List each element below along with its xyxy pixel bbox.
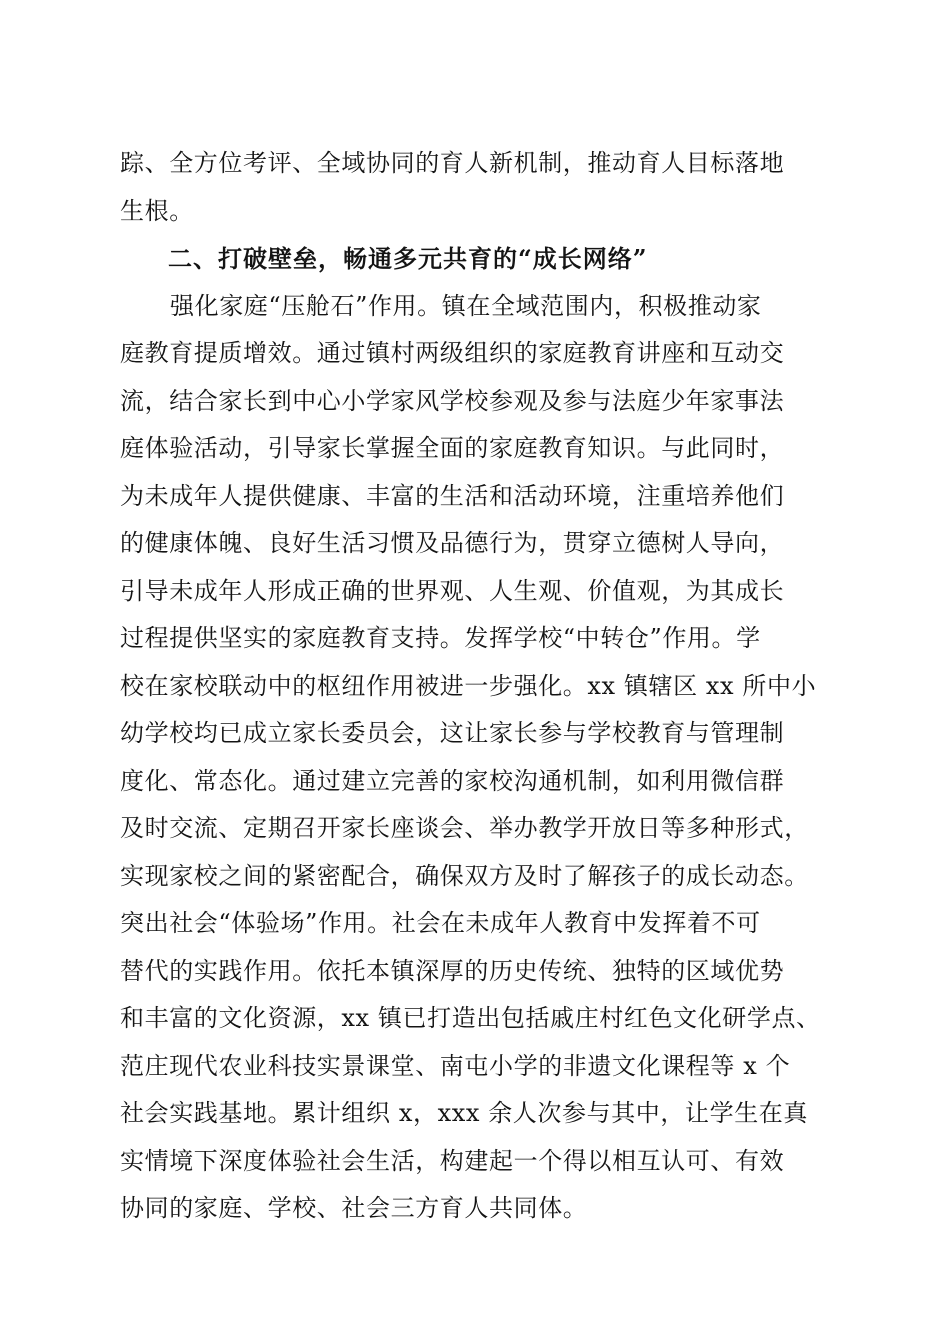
body-line: 突出社会“体验场”作用。社会在未成年人教育中发挥着不可: [120, 909, 761, 937]
body-line: 范庄现代农业科技实景课堂、南屯小学的非遗文化课程等 x 个: [120, 1051, 791, 1080]
body-line: 协同的家庭、学校、社会三方育人共同体。: [120, 1194, 588, 1222]
body-line: 幼学校均已成立家长委员会，这让家长参与学校教育与管理制: [120, 719, 785, 747]
body-line: 生根。: [120, 196, 194, 225]
body-line: 庭体验活动，引导家长掌握全面的家庭教育知识。与此同时，: [120, 434, 785, 462]
body-line: 和丰富的文化资源，xx 镇已打造出包括戚庄村红色文化研学点、: [120, 1004, 821, 1032]
body-line: 实现家校之间的紧密配合，确保双方及时了解孩子的成长动态。: [120, 861, 809, 890]
body-line: 流，结合家长到中心小学家风学校参观及参与法庭少年家事法: [120, 386, 785, 415]
body-line: 度化、常态化。通过建立完善的家校沟通机制，如利用微信群: [120, 766, 785, 795]
body-line: 踪、全方位考评、全域协同的育人新机制，推动育人目标落地: [120, 149, 785, 177]
body-line: 的健康体魄、良好生活习惯及品德行为，贯穿立德树人导向，: [120, 529, 785, 557]
body-line: 为未成年人提供健康、丰富的生活和活动环境，注重培养他们: [120, 481, 785, 510]
body-line: 庭教育提质增效。通过镇村两级组织的家庭教育讲座和互动交: [120, 339, 785, 367]
section-heading: 二、打破壁垒，畅通多元共育的“成长网络”: [168, 244, 648, 273]
document-text: [120, 140, 840, 1233]
body-line: 引导未成年人形成正确的世界观、人生观、价值观，为其成长: [120, 576, 785, 605]
body-line: 替代的实践作用。依托本镇深厚的历史传统、独特的区域优势: [120, 956, 785, 985]
body-line: 社会实践基地。累计组织 x，xxx 余人次参与其中，让学生在真: [120, 1099, 808, 1127]
body-line: 及时交流、定期召开家长座谈会、举办教学开放日等多种形式，: [120, 814, 809, 842]
paragraph-first-line: 强化家庭“压舱石”作用。镇在全域范围内，积极推动家: [170, 291, 762, 320]
body-line: 过程提供坚实的家庭教育支持。发挥学校“中转仓”作用。学: [120, 624, 761, 652]
body-line: 校在家校联动中的枢纽作用被进一步强化。xx 镇辖区 xx 所中小: [120, 671, 817, 700]
body-line: 实情境下深度体验社会生活，构建起一个得以相互认可、有效: [120, 1146, 785, 1175]
